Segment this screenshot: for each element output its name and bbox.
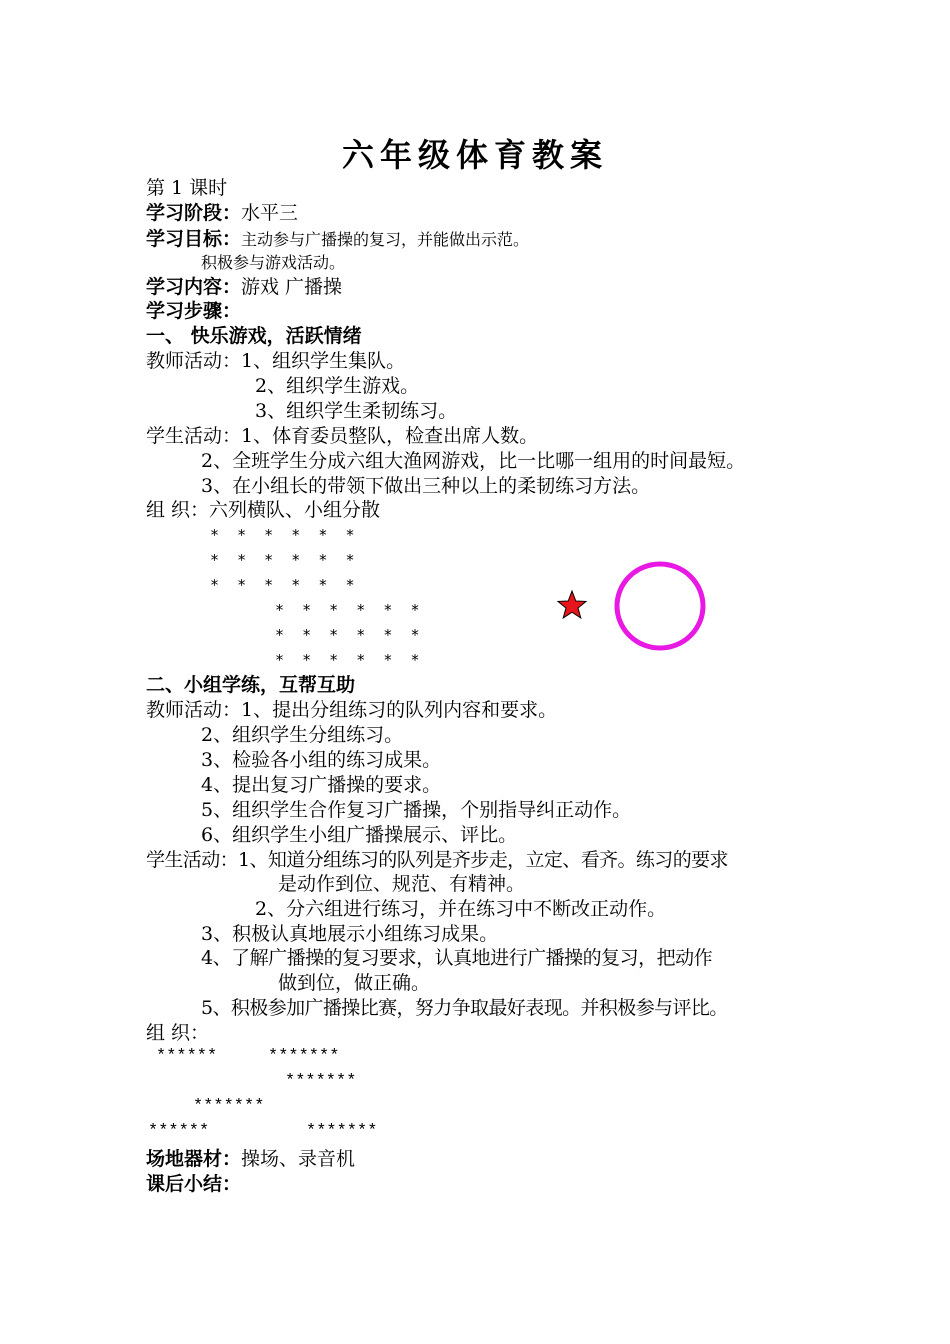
formation-group: ****** <box>148 1122 210 1141</box>
magenta-circle-icon <box>612 559 708 653</box>
s2-student-row-1 <box>146 848 728 872</box>
stage-value: 水平三 <box>241 202 299 224</box>
formation-group: ******* <box>193 1097 265 1116</box>
formation-group: ******* <box>306 1122 378 1141</box>
s1-teacher-item: 1、组织学生集队。 <box>241 350 406 372</box>
red-star-icon <box>556 589 588 621</box>
s2-teacher-item: 5、组织学生合作复习广播操，个别指导纠正动作。 <box>201 799 632 821</box>
goal-label: 学习目标： <box>146 228 242 250</box>
s1-teacher-item: 2、组织学生游戏。 <box>255 375 420 397</box>
goal-line-2: 积极参与游戏活动。 <box>201 253 346 272</box>
s1-student-item: 2、全班学生分成六组大渔网游戏，比一比哪一组用的时间最短。 <box>201 450 746 472</box>
lesson-number: 第 1 课时 <box>146 177 228 199</box>
s1-org-label: 组 织： <box>146 499 210 521</box>
formation-row: * * * * * * <box>275 651 420 669</box>
s1-org-value: 六列横队、小组分散 <box>209 499 381 521</box>
s1-teacher-label: 教师活动： <box>146 350 242 372</box>
s1-student-item: 3、在小组长的带领下做出三种以上的柔韧练习方法。 <box>201 475 651 497</box>
goal-line-1: 主动参与广播操的复习，并能做出示范。 <box>241 230 530 249</box>
formation-row: * * * * * * <box>210 576 355 594</box>
equipment-row <box>146 1147 355 1171</box>
s2-student-item: 5、积极参加广播操比赛，努力争取最好表现。并积极参与评比。 <box>201 997 728 1019</box>
stage-row <box>146 201 298 225</box>
s2-teacher-item: 3、检验各小组的练习成果。 <box>201 749 442 771</box>
s1-student-row-1 <box>146 424 538 448</box>
s2-teacher-item: 1、提出分组练习的队列内容和要求。 <box>241 699 558 721</box>
s2-student-item-cont: 是动作到位、规范、有精神。 <box>278 873 526 895</box>
s2-teacher-item: 2、组织学生分组练习。 <box>201 724 404 746</box>
s2-teacher-label: 教师活动： <box>146 699 242 721</box>
stage-label: 学习阶段： <box>146 202 242 224</box>
s2-org-label: 组 织： <box>146 1022 210 1044</box>
section1-heading: 一、 快乐游戏，活跃情绪 <box>146 325 362 347</box>
s1-teacher-row-1 <box>146 349 405 373</box>
page-title: 六年级体育教案 <box>341 136 608 174</box>
formation-row: * * * * * * <box>275 626 420 644</box>
equipment-value: 操场、录音机 <box>241 1148 356 1170</box>
s2-student-label: 学生活动： <box>146 849 239 871</box>
s1-student-item: 1、体育委员整队，检查出席人数。 <box>241 425 539 447</box>
formation-row: * * * * * * <box>210 526 355 544</box>
formation-group: ******* <box>285 1072 357 1091</box>
s2-teacher-row-1 <box>146 698 557 722</box>
summary-label: 课后小结： <box>146 1173 242 1195</box>
content-label: 学习内容： <box>146 276 242 298</box>
s1-student-label: 学生活动： <box>146 425 242 447</box>
equipment-label: 场地器材： <box>146 1148 242 1170</box>
s2-student-item: 4、了解广播操的复习要求，认真地进行广播操的复习，把动作 <box>201 947 713 969</box>
section2-heading: 二、小组学练，互帮互助 <box>146 674 356 696</box>
s2-student-item: 1、知道分组练习的队列是齐步走，立定、看齐。练习的要求 <box>238 849 728 871</box>
s2-student-item: 3、积极认真地展示小组练习成果。 <box>201 923 499 945</box>
formation-group: ****** <box>156 1047 218 1066</box>
content-row <box>146 275 342 299</box>
s1-teacher-item: 3、组织学生柔韧练习。 <box>255 400 458 422</box>
s2-teacher-item: 6、组织学生小组广播操展示、评比。 <box>201 824 518 846</box>
steps-label: 学习步骤： <box>146 300 242 322</box>
formation-row: * * * * * * <box>210 551 355 569</box>
s2-teacher-item: 4、提出复习广播操的要求。 <box>201 774 442 796</box>
formation-group: ******* <box>268 1047 340 1066</box>
content-value: 游戏 广播操 <box>241 276 343 298</box>
s2-student-item: 2、分六组进行练习，并在练习中不断改正动作。 <box>255 898 667 920</box>
s2-student-item-cont: 做到位，做正确。 <box>278 972 431 994</box>
formation-row: * * * * * * <box>275 601 420 619</box>
goal-row <box>146 227 529 252</box>
s1-org-row <box>146 498 380 522</box>
